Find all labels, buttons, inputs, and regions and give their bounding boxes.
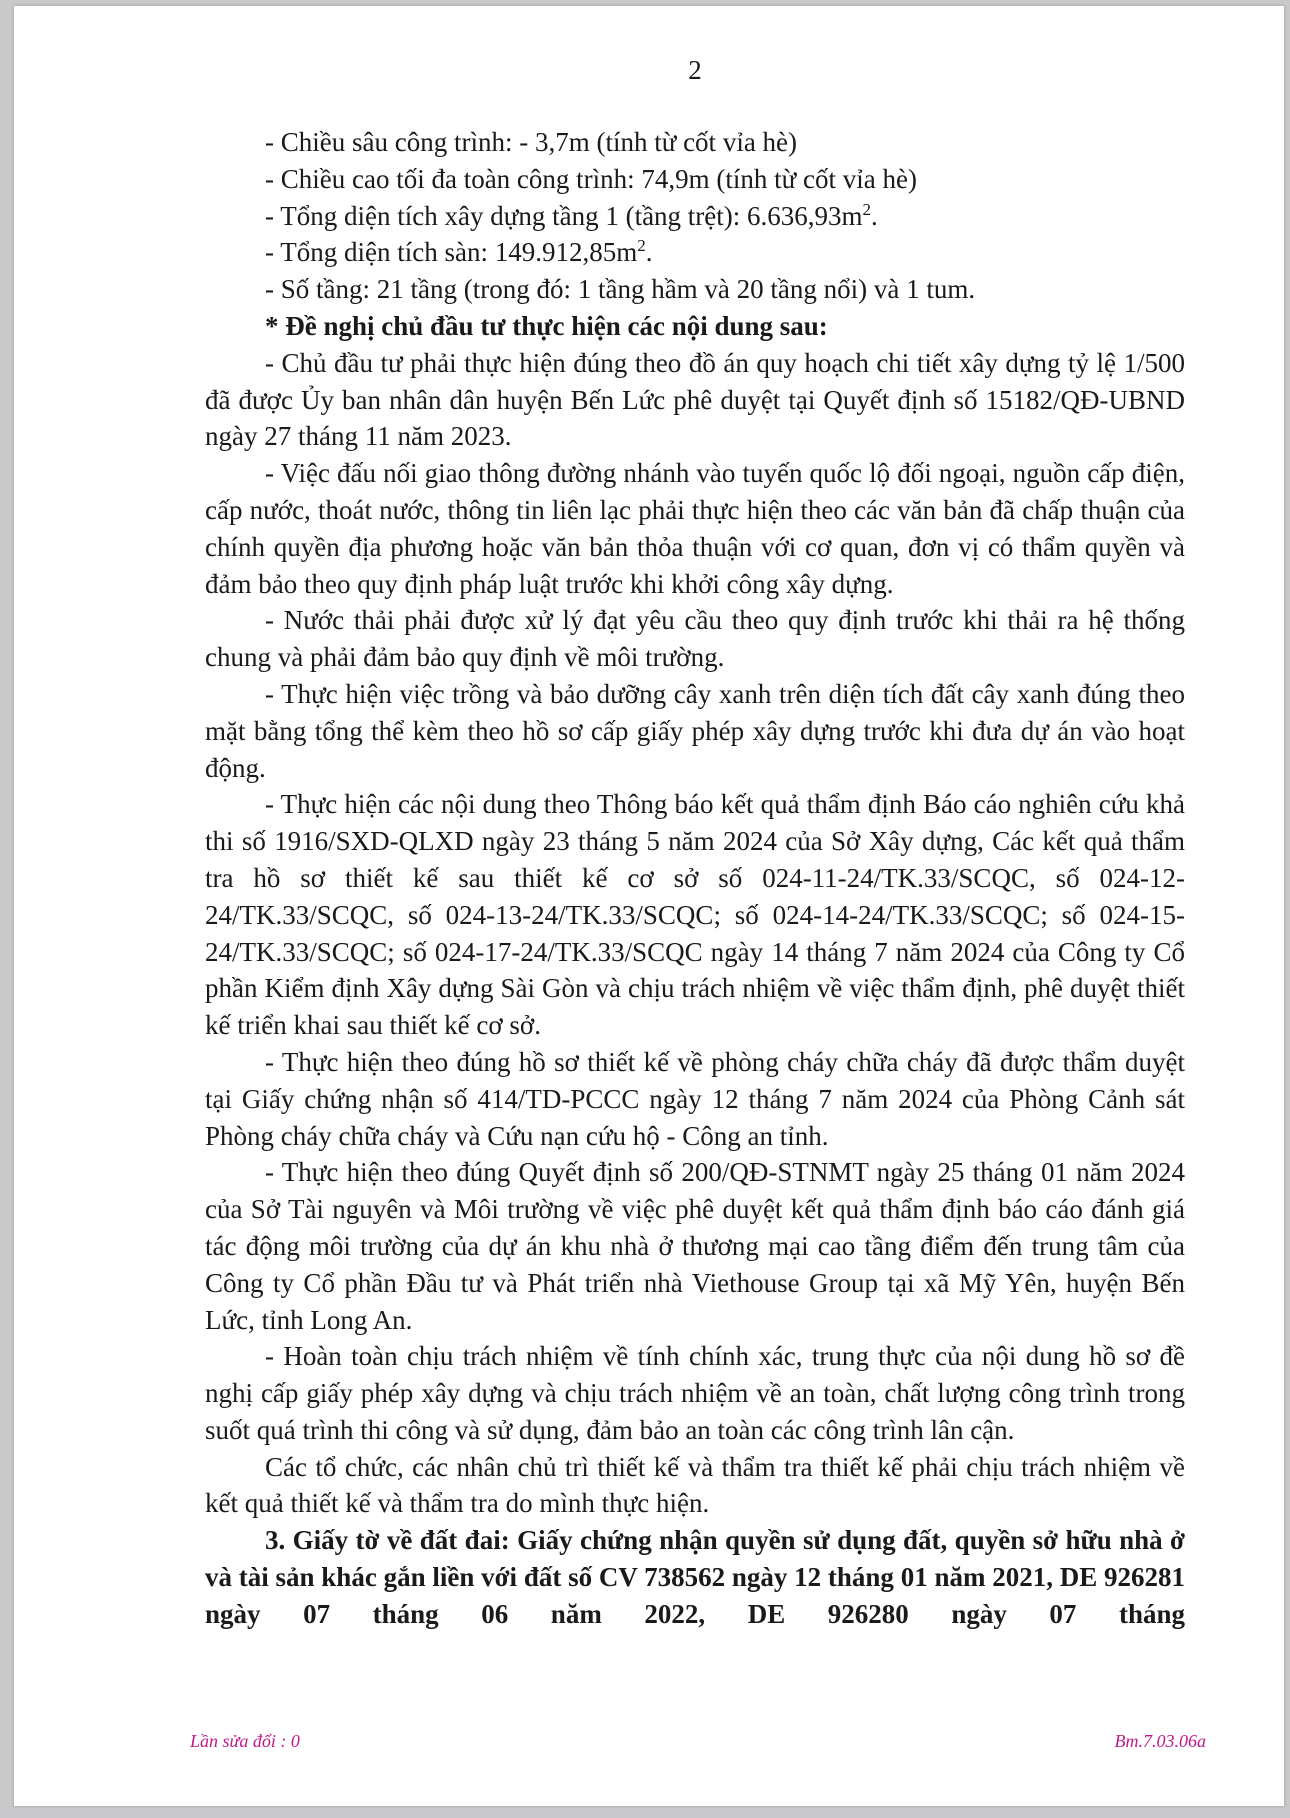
paragraph-design-responsibility: Các tổ chức, các nhân chủ trì thiết kế và thẩm tra thiết kế phải chịu trách nhiệm về kết quả thiết kế và thẩm tra do mình thực hiện. <box>205 1451 1185 1519</box>
document-page <box>14 6 1284 1806</box>
paragraph-planning: - Chủ đầu tư phải thực hiện đúng theo đồ án quy hoạch chi tiết xây dựng tỷ lệ 1/500 đã được Ủy ban nhân dân huyện Bến Lức phê duyệt tại Quyết định số 15182/QĐ-UBND ngày 27 tháng 11 năm 2023. <box>205 347 1185 452</box>
spec-line-height: - Chiều cao tối đa toàn công trình: 74,9m (tính từ cốt vỉa hè) <box>265 163 917 194</box>
spec-line-floors: - Số tầng: 21 tầng (trong đó: 1 tầng hầm và 20 tầng nổi) và 1 tum. <box>265 274 976 305</box>
paragraph-environment: - Thực hiện theo đúng Quyết định số 200/QĐ-STNMT ngày 25 tháng 01 năm 2024 của Sở Tài nguyên và Môi trường về việc phê duyệt kết quả thẩm định báo cáo đánh giá tác động môi trường của dự án khu nhà ở thương mại cao tầng điểm đến trung tâm của Công ty Cổ phần Đầu tư và Phát triển nhà Viethouse Group tại xã Mỹ Yên, huyện Bến Lức, tỉnh Long An. <box>205 1157 1185 1335</box>
page-number: 2 <box>688 55 702 85</box>
section-heading-requirements: * Đề nghị chủ đầu tư thực hiện các nội dung sau: <box>265 310 828 341</box>
spec-line-ground-floor-area: - Tổng diện tích xây dựng tầng 1 (tầng trệt): $6.636,93m^2$. <box>265 199 878 231</box>
spec-line-depth: - Chiều sâu công trình: - 3,7m (tính từ cốt vỉa hè) <box>265 127 798 157</box>
section-3-land-documents: 3. Giấy tờ về đất đai: Giấy chứng nhận quyền sử dụng đất, quyền sở hữu nhà ở và tài sản khác gắn liền với đất số CV 738562 ngày 12 tháng 01 năm 2021, DE 926281 ngày 07 tháng 06 năm 2022, DE 926280 ngày 07 tháng <box>205 1525 1185 1629</box>
spec-line-floor-area: - Tổng diện tích sàn: $149.912,85m^2$. <box>265 236 653 268</box>
paragraph-connections: - Việc đấu nối giao thông đường nhánh vào tuyến quốc lộ đối ngoại, nguồn cấp điện, cấp nước, thoát nước, thông tin liên lạc phải thực hiện theo các văn bản đã chấp thuận của chính quyền địa phương hoặc văn bản thỏa thuận với cơ quan, đơn vị có thẩm quyền và đảm bảo theo quy định pháp luật trước khi khởi công xây dựng. <box>205 458 1185 599</box>
paragraph-responsibility: - Hoàn toàn chịu trách nhiệm về tính chính xác, trung thực của nội dung hồ sơ đề nghị cấp giấy phép xây dựng và chịu trách nhiệm về an toàn, chất lượng công trình trong suốt quá trình thi công và sử dụng, đảm bảo an toàn các công trình lân cận. <box>205 1341 1185 1445</box>
paragraph-greenery: - Thực hiện việc trồng và bảo dưỡng cây xanh trên diện tích đất cây xanh đúng theo mặt bằng tổng thể kèm theo hồ sơ cấp giấy phép xây dựng trước khi đưa dự án vào hoạt động. <box>205 678 1185 783</box>
footer-form-code: Bm.7.03.06a <box>1114 1731 1206 1751</box>
paragraph-feasibility: - Thực hiện các nội dung theo Thông báo kết quả thẩm định Báo cáo nghiên cứu khả thi số 1916/SXD-QLXD ngày 23 tháng 5 năm 2024 của Sở Xây dựng, Các kết quả thẩm tra hồ sơ thiết kế sau thiết kế cơ sở số 024-11-24/TK.33/SCQC, số 024-12-24/TK.33/SCQC, số 024-13-24/TK.33/SCQC; số 024-14-24/TK.33/SCQC; số 024-15-24/TK.33/SCQC; số 024-17-24/TK.33/SCQC ngày 14 tháng 7 năm 2024 của Công ty Cổ phần Kiểm định Xây dựng Sài Gòn và chịu trách nhiệm về việc thẩm định, phê duyệt thiết kế triển khai sau thiết kế cơ sở. <box>205 789 1185 1041</box>
footer-revision: Lần sửa đổi : 0 <box>190 1731 300 1751</box>
paragraph-wastewater: - Nước thải phải được xử lý đạt yêu cầu theo quy định trước khi thải ra hệ thống chung và phải đảm bảo quy định về môi trường. <box>205 605 1185 673</box>
document-body <box>205 124 1185 1633</box>
paragraph-fire-safety: - Thực hiện theo đúng hồ sơ thiết kế về phòng cháy chữa cháy đã được thẩm duyệt tại Giấy chứng nhận số 414/TD-PCCC ngày 12 tháng 7 năm 2024 của Phòng Cảnh sát Phòng cháy chữa cháy và Cứu nạn cứu hộ - Công an tỉnh. <box>205 1046 1185 1151</box>
